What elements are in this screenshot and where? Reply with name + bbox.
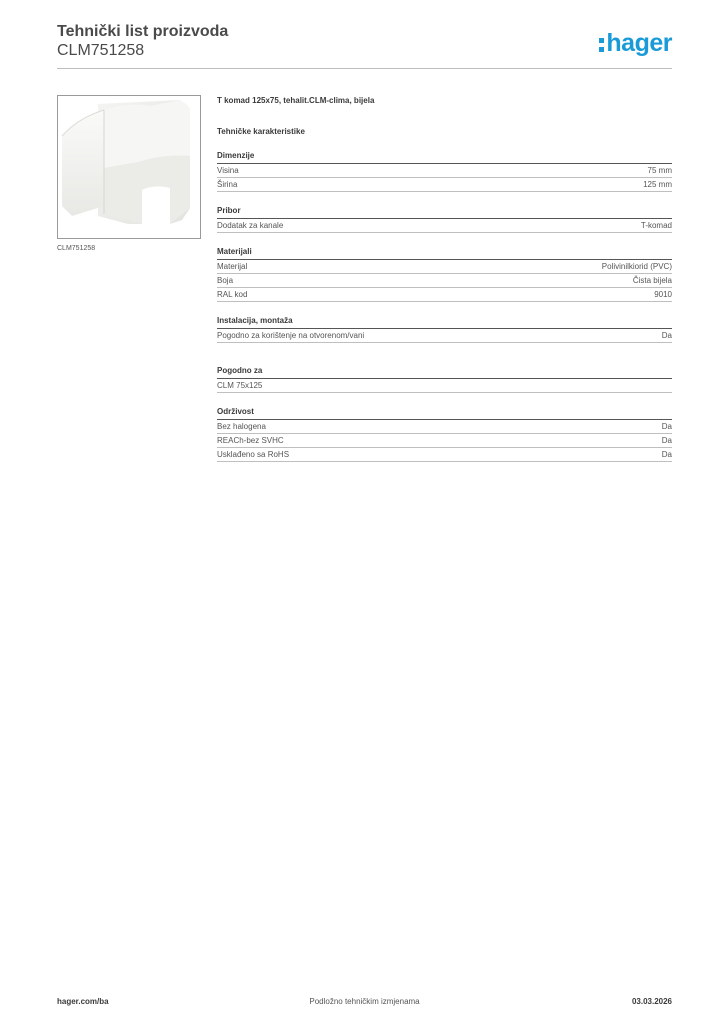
group-title: Pribor [217,205,672,219]
spec-label: Širina [217,180,238,189]
footer-date: 03.03.2026 [631,997,672,1006]
page-header [57,22,672,68]
spec-row [217,379,672,393]
spec-label: Materijal [217,262,248,271]
section-heading: Tehničke karakteristike [217,127,305,136]
group-title: Održivost [217,406,672,420]
spec-row [217,260,672,274]
spec-label: Bez halogena [217,422,266,431]
product-image [57,95,201,239]
spec-group-odrzivost [217,406,672,462]
logo-wordmark: hager [606,29,672,57]
spec-group-pogodno-za [217,365,672,393]
spec-group-pribor [217,205,672,233]
spec-group-dimenzije [217,150,672,192]
spec-value: Da [661,331,672,340]
spec-label: CLM 75x125 [217,381,263,390]
spec-content [217,95,672,462]
header-divider [57,68,672,69]
group-title: Dimenzije [217,150,672,164]
spec-label: REACh-bez SVHC [217,436,284,445]
group-title: Instalacija, montaža [217,315,672,329]
image-caption: CLM751258 [57,245,96,252]
spec-label: Dodatak za kanale [217,221,284,230]
spec-value: Da [661,450,672,459]
spec-value: Da [661,436,672,445]
spec-value: T-komad [640,221,672,230]
spec-row [217,329,672,343]
spec-label: RAL kod [217,290,248,299]
spec-row [217,219,672,233]
spec-label: Visina [217,166,239,175]
spec-label: Boja [217,276,234,285]
spec-value: 125 mm [643,180,672,189]
spec-group-instalacija [217,315,672,343]
footer-disclaimer: Podložno tehničkim izmjenama [309,997,420,1006]
t-piece-illustration-icon [58,96,200,238]
spec-row [217,448,672,462]
spec-row [217,288,672,302]
product-code: CLM751258 [57,42,145,59]
logo-dots-icon [599,38,604,52]
hager-logo[interactable] [599,28,672,58]
spec-row [217,164,672,178]
spec-row [217,434,672,448]
spec-value: 9010 [654,290,672,299]
spec-value: Da [661,422,672,431]
spec-value: Polivinilkiorid (PVC) [601,262,672,271]
spec-value: Čista bijela [632,276,672,285]
spec-group-materijali [217,246,672,302]
document-title: Tehnički list proizvoda [57,23,229,40]
product-description: T komad 125x75, tehalit.CLM-clima, bijela [217,96,375,105]
spec-value: 75 mm [647,166,672,175]
spec-label: Usklađeno sa RoHS [217,450,290,459]
footer-website-link[interactable]: hager.com/ba [57,997,109,1006]
spec-label: Pogodno za korištenje na otvorenom/vani [217,331,365,340]
spec-row [217,274,672,288]
spec-row [217,178,672,192]
group-title: Materijali [217,246,672,260]
spec-row [217,420,672,434]
group-title: Pogodno za [217,365,672,379]
